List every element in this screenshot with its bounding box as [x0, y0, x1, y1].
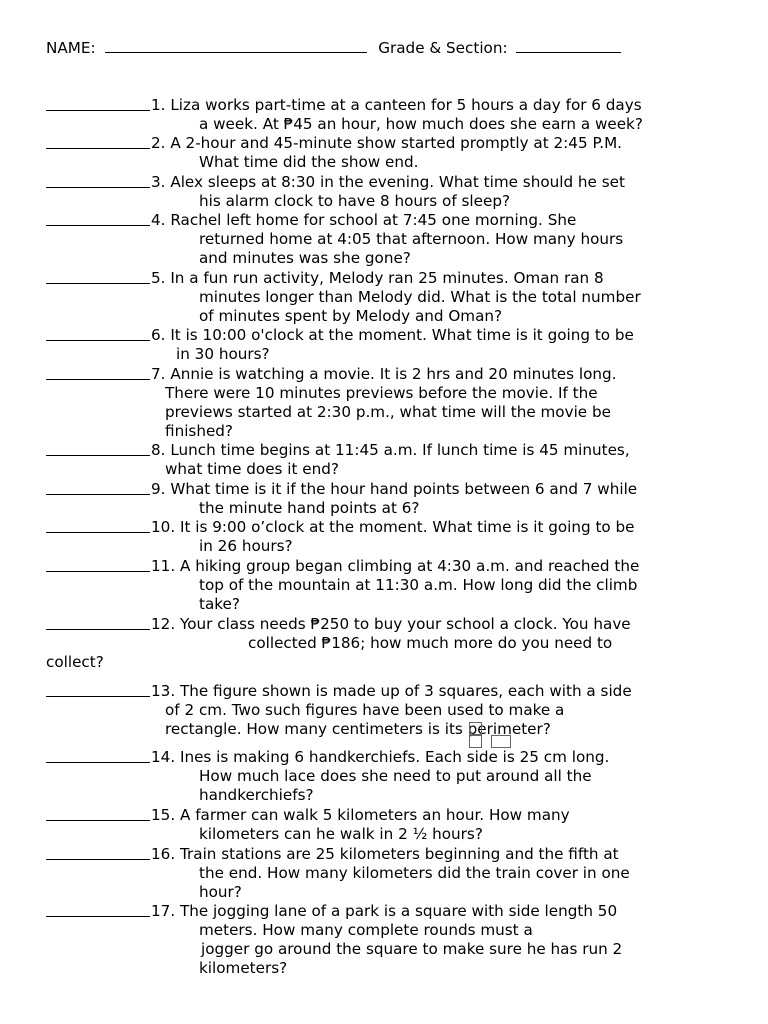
- question-text-line: 12. Your class needs ₱250 to buy your school a clock. You have: [151, 615, 631, 633]
- question-text-line: finished?: [165, 422, 233, 440]
- question-text-line: collect?: [46, 653, 104, 671]
- question-text-line: 5. In a fun run activity, Melody ran 25 minutes. Oman ran 8: [151, 269, 604, 287]
- question-text-line: rectangle. How many centimeters is its perimeter?: [165, 720, 551, 738]
- question-text-line: 2. A 2-hour and 45-minute show started promptly at 2:45 P.M.: [151, 134, 622, 152]
- question-text-line: minutes longer than Melody did. What is the total number: [199, 288, 641, 306]
- question-text-line: 6. It is 10:00 o'clock at the moment. What time is it going to be: [151, 326, 634, 344]
- question-text-line: previews started at 2:30 p.m., what time will the movie be: [165, 403, 611, 421]
- answer-blank[interactable]: [46, 455, 150, 456]
- answer-blank[interactable]: [46, 571, 150, 572]
- question-text-line: the end. How many kilometers did the train cover in one: [199, 864, 630, 882]
- question-text-line: in 26 hours?: [199, 537, 293, 555]
- name-label: NAME:: [46, 39, 96, 57]
- question-text-line: take?: [199, 595, 240, 613]
- question-text-line: 14. Ines is making 6 handkerchiefs. Each side is 25 cm long.: [151, 748, 610, 766]
- figure-square: [491, 735, 511, 748]
- question-text-line: collected ₱186; how much more do you need to: [248, 634, 613, 652]
- question-text-line: of minutes spent by Melody and Oman?: [199, 307, 503, 325]
- question-text-line: and minutes was she gone?: [199, 249, 411, 267]
- question-text-line: 16. Train stations are 25 kilometers beginning and the fifth at: [151, 845, 619, 863]
- answer-blank[interactable]: [46, 762, 150, 763]
- question-text-line: returned home at 4:05 that afternoon. How many hours: [199, 230, 624, 248]
- question-text-line: 4. Rachel left home for school at 7:45 one morning. She: [151, 211, 577, 229]
- question-text-line: 1. Liza works part-time at a canteen for 5 hours a day for 6 days: [151, 96, 642, 114]
- answer-blank[interactable]: [46, 629, 150, 630]
- question-text-line: kilometers can he walk in 2 ½ hours?: [199, 825, 483, 843]
- question-text-line: in 30 hours?: [176, 345, 270, 363]
- answer-blank[interactable]: [46, 379, 150, 380]
- answer-blank[interactable]: [46, 225, 150, 226]
- answer-blank[interactable]: [46, 283, 150, 284]
- answer-blank[interactable]: [46, 340, 150, 341]
- question-text-line: 7. Annie is watching a movie. It is 2 hrs and 20 minutes long.: [151, 365, 617, 383]
- question-text-line: meters. How many complete rounds must a: [199, 921, 533, 939]
- question-text-line: hour?: [199, 883, 242, 901]
- question-text-line: of 2 cm. Two such figures have been used to make a: [165, 701, 565, 719]
- question-text-line: 15. A farmer can walk 5 kilometers an hour. How many: [151, 806, 570, 824]
- question-text-line: How much lace does she need to put around all the: [199, 767, 592, 785]
- question-text-line: a week. At ₱45 an hour, how much does she earn a week?: [199, 115, 643, 133]
- question-text-line: his alarm clock to have 8 hours of sleep?: [199, 192, 511, 210]
- answer-blank[interactable]: [46, 148, 150, 149]
- name-blank[interactable]: [105, 40, 367, 53]
- answer-blank[interactable]: [46, 532, 150, 533]
- answer-blank[interactable]: [46, 820, 150, 821]
- question-text-line: top of the mountain at 11:30 a.m. How long did the climb: [199, 576, 638, 594]
- answer-blank[interactable]: [46, 859, 150, 860]
- figure-square: [469, 722, 482, 735]
- question-text-line: handkerchiefs?: [199, 786, 314, 804]
- question-text-line: kilometers?: [199, 959, 288, 977]
- question-text-line: 8. Lunch time begins at 11:45 a.m. If lunch time is 45 minutes,: [151, 441, 630, 459]
- question-text-line: 3. Alex sleeps at 8:30 in the evening. What time should he set: [151, 173, 625, 191]
- question-text-line: There were 10 minutes previews before the movie. If the: [165, 384, 598, 402]
- question-text-line: what time does it end?: [165, 460, 339, 478]
- grade-section-blank[interactable]: [516, 40, 621, 53]
- figure-square: [469, 735, 482, 748]
- answer-blank[interactable]: [46, 187, 150, 188]
- question-text-line: 13. The figure shown is made up of 3 squares, each with a side: [151, 682, 632, 700]
- question-text-line: 10. It is 9:00 o’clock at the moment. What time is it going to be: [151, 518, 635, 536]
- grade-section-label: Grade & Section:: [378, 39, 508, 57]
- question-text-line: the minute hand points at 6?: [199, 499, 420, 517]
- answer-blank[interactable]: [46, 696, 150, 697]
- question-text-line: jogger go around the square to make sure he has run 2: [201, 940, 623, 958]
- question-text-line: 11. A hiking group began climbing at 4:30 a.m. and reached the: [151, 557, 640, 575]
- header-row: [46, 38, 621, 58]
- three-squares-figure: [469, 722, 511, 752]
- question-text-line: What time did the show end.: [199, 153, 419, 171]
- answer-blank[interactable]: [46, 494, 150, 495]
- answer-blank[interactable]: [46, 916, 150, 917]
- question-text-line: 9. What time is it if the hour hand points between 6 and 7 while: [151, 480, 638, 498]
- answer-blank[interactable]: [46, 110, 150, 111]
- question-text-line: 17. The jogging lane of a park is a square with side length 50: [151, 902, 618, 920]
